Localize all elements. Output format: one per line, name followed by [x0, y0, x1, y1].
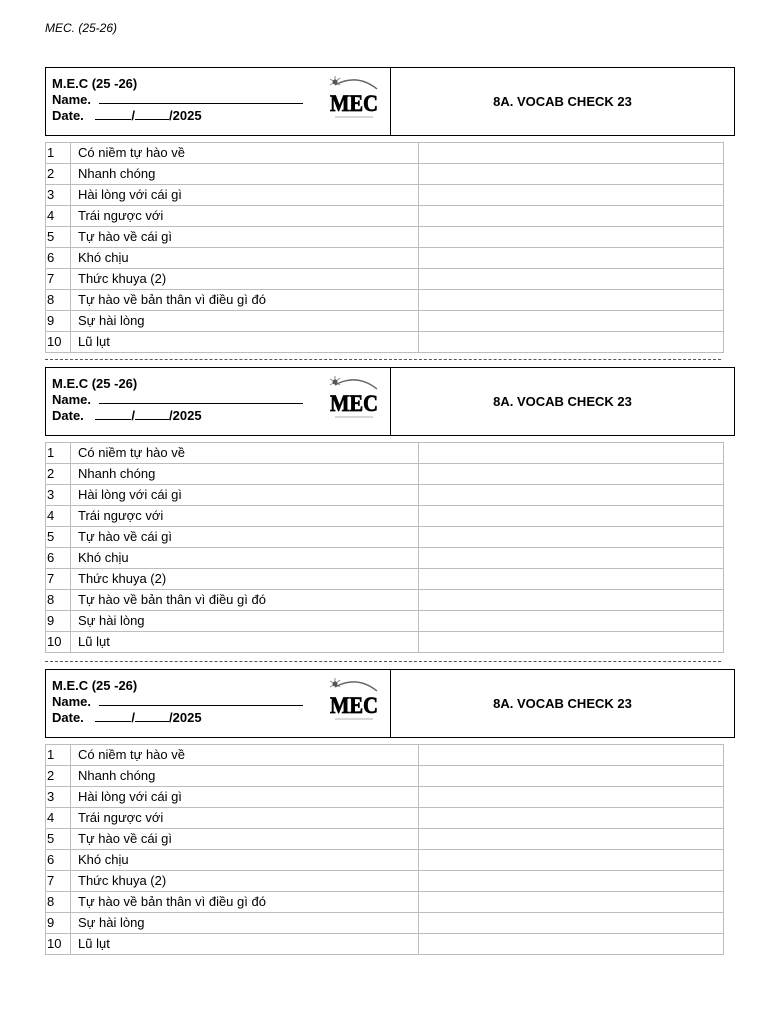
mec-logo — [327, 675, 381, 723]
answer-cell[interactable] — [419, 934, 724, 955]
vietnamese-term: Sự hài lòng — [71, 611, 419, 632]
row-number: 7 — [46, 269, 71, 290]
worksheet-title: 8A. VOCAB CHECK 23 — [493, 696, 632, 711]
vietnamese-term: Sự hài lòng — [71, 913, 419, 934]
vietnamese-term: Trái ngược với — [71, 506, 419, 527]
row-number: 10 — [46, 934, 71, 955]
vocab-row — [46, 934, 724, 955]
vietnamese-term: Hài lòng với cái gì — [71, 185, 419, 206]
svg-text:MEC: MEC — [330, 693, 378, 718]
row-number: 1 — [46, 745, 71, 766]
student-info — [46, 368, 391, 435]
row-number: 9 — [46, 311, 71, 332]
vocab-row — [46, 569, 724, 590]
student-info — [46, 670, 391, 737]
day-blank — [95, 408, 131, 420]
answer-cell[interactable] — [419, 485, 724, 506]
vietnamese-term: Thức khuya (2) — [71, 569, 419, 590]
vocab-row — [46, 227, 724, 248]
name-line — [52, 694, 303, 710]
answer-cell[interactable] — [419, 164, 724, 185]
vietnamese-term: Nhanh chóng — [71, 464, 419, 485]
answer-cell[interactable] — [419, 143, 724, 164]
answer-cell[interactable] — [419, 248, 724, 269]
vocab-table — [45, 744, 724, 955]
worksheet-title: 8A. VOCAB CHECK 23 — [493, 94, 632, 109]
answer-cell[interactable] — [419, 850, 724, 871]
vietnamese-term: Tự hào về cái gì — [71, 829, 419, 850]
answer-cell[interactable] — [419, 443, 724, 464]
answer-cell[interactable] — [419, 913, 724, 934]
row-number: 3 — [46, 485, 71, 506]
row-number: 5 — [46, 527, 71, 548]
mec-logo — [327, 373, 381, 421]
date-label: Date. — [52, 710, 84, 725]
vocab-row — [46, 464, 724, 485]
cut-line — [45, 359, 721, 360]
vocab-row — [46, 632, 724, 653]
date-year: /2025 — [169, 108, 202, 123]
day-blank — [95, 710, 131, 722]
row-number: 2 — [46, 464, 71, 485]
row-number: 4 — [46, 808, 71, 829]
vietnamese-term: Lũ lụt — [71, 332, 419, 353]
answer-cell[interactable] — [419, 269, 724, 290]
answer-cell[interactable] — [419, 590, 724, 611]
answer-cell[interactable] — [419, 311, 724, 332]
answer-cell[interactable] — [419, 464, 724, 485]
answer-cell[interactable] — [419, 227, 724, 248]
answer-cell[interactable] — [419, 611, 724, 632]
date-line — [52, 408, 303, 424]
row-number: 8 — [46, 892, 71, 913]
row-number: 6 — [46, 548, 71, 569]
vietnamese-term: Nhanh chóng — [71, 766, 419, 787]
row-number: 5 — [46, 829, 71, 850]
answer-cell[interactable] — [419, 206, 724, 227]
vocab-row — [46, 871, 724, 892]
date-separator: / — [131, 408, 136, 423]
vietnamese-term: Tự hào về cái gì — [71, 527, 419, 548]
row-number: 1 — [46, 443, 71, 464]
vietnamese-term: Sự hài lòng — [71, 311, 419, 332]
answer-cell[interactable] — [419, 548, 724, 569]
vocab-row — [46, 548, 724, 569]
worksheet-header — [45, 669, 735, 738]
date-year: /2025 — [169, 408, 202, 423]
answer-cell[interactable] — [419, 766, 724, 787]
row-number: 2 — [46, 766, 71, 787]
vocab-row — [46, 892, 724, 913]
vocab-row — [46, 269, 724, 290]
vocab-table — [45, 442, 724, 653]
svg-text:MEC: MEC — [330, 391, 378, 416]
vocab-row — [46, 787, 724, 808]
vietnamese-term: Thức khuya (2) — [71, 871, 419, 892]
cut-line — [45, 661, 721, 662]
vocab-row — [46, 485, 724, 506]
vietnamese-term: Khó chịu — [71, 248, 419, 269]
row-number: 6 — [46, 248, 71, 269]
vocab-row — [46, 143, 724, 164]
date-separator: / — [131, 108, 136, 123]
org-line: M.E.C (25 -26) — [52, 376, 138, 391]
page-header: MEC. (25-26) — [45, 21, 118, 35]
vietnamese-term: Tự hào về bản thân vì điều gì đó — [71, 590, 419, 611]
row-number: 9 — [46, 611, 71, 632]
answer-cell[interactable] — [419, 290, 724, 311]
answer-cell[interactable] — [419, 892, 724, 913]
org-line: M.E.C (25 -26) — [52, 76, 138, 91]
row-number: 3 — [46, 787, 71, 808]
row-number: 2 — [46, 164, 71, 185]
vocab-row — [46, 206, 724, 227]
student-info — [46, 68, 391, 135]
vocab-row — [46, 290, 724, 311]
vocab-row — [46, 248, 724, 269]
row-number: 5 — [46, 227, 71, 248]
answer-cell[interactable] — [419, 569, 724, 590]
date-line — [52, 710, 303, 726]
name-line — [52, 392, 303, 408]
vocab-row — [46, 829, 724, 850]
vocab-row — [46, 913, 724, 934]
vietnamese-term: Trái ngược với — [71, 206, 419, 227]
worksheet-title: 8A. VOCAB CHECK 23 — [493, 394, 632, 409]
mec-logo — [327, 73, 381, 121]
vietnamese-term: Hài lòng với cái gì — [71, 485, 419, 506]
vocab-row — [46, 766, 724, 787]
vocab-row — [46, 527, 724, 548]
date-label: Date. — [52, 408, 84, 423]
answer-cell[interactable] — [419, 185, 724, 206]
answer-cell[interactable] — [419, 871, 724, 892]
vietnamese-term: Trái ngược với — [71, 808, 419, 829]
vietnamese-term: Lũ lụt — [71, 934, 419, 955]
vietnamese-term: Hài lòng với cái gì — [71, 787, 419, 808]
name-blank — [99, 392, 303, 404]
vocab-table — [45, 142, 724, 353]
answer-cell[interactable] — [419, 632, 724, 653]
day-blank — [95, 108, 131, 120]
row-number: 7 — [46, 871, 71, 892]
row-number: 4 — [46, 206, 71, 227]
row-number: 3 — [46, 185, 71, 206]
row-number: 1 — [46, 143, 71, 164]
row-number: 6 — [46, 850, 71, 871]
name-label: Name. — [52, 694, 92, 709]
month-blank — [135, 108, 169, 120]
org-line: M.E.C (25 -26) — [52, 678, 138, 693]
worksheet-header — [45, 67, 735, 136]
month-blank — [135, 408, 169, 420]
vietnamese-term: Tự hào về bản thân vì điều gì đó — [71, 290, 419, 311]
answer-cell[interactable] — [419, 745, 724, 766]
vietnamese-term: Tự hào về bản thân vì điều gì đó — [71, 892, 419, 913]
vocab-row — [46, 164, 724, 185]
date-line — [52, 108, 303, 124]
name-line — [52, 92, 303, 108]
row-number: 8 — [46, 590, 71, 611]
date-year: /2025 — [169, 710, 202, 725]
worksheet-header — [45, 367, 735, 436]
vietnamese-term: Tự hào về cái gì — [71, 227, 419, 248]
answer-cell[interactable] — [419, 527, 724, 548]
answer-cell[interactable] — [419, 829, 724, 850]
vocab-row — [46, 808, 724, 829]
vietnamese-term: Thức khuya (2) — [71, 269, 419, 290]
vocab-row — [46, 311, 724, 332]
vocab-row — [46, 185, 724, 206]
date-separator: / — [131, 710, 136, 725]
vietnamese-term: Có niềm tự hào về — [71, 443, 419, 464]
month-blank — [135, 710, 169, 722]
date-label: Date. — [52, 108, 84, 123]
name-blank — [99, 694, 303, 706]
row-number: 9 — [46, 913, 71, 934]
row-number: 10 — [46, 332, 71, 353]
svg-text:MEC: MEC — [330, 91, 378, 116]
row-number: 7 — [46, 569, 71, 590]
vocab-row — [46, 443, 724, 464]
answer-cell[interactable] — [419, 787, 724, 808]
vietnamese-term: Khó chịu — [71, 850, 419, 871]
name-label: Name. — [52, 392, 92, 407]
vietnamese-term: Khó chịu — [71, 548, 419, 569]
answer-cell[interactable] — [419, 808, 724, 829]
vietnamese-term: Có niềm tự hào về — [71, 745, 419, 766]
vocab-row — [46, 745, 724, 766]
vocab-row — [46, 611, 724, 632]
name-label: Name. — [52, 92, 92, 107]
vocab-row — [46, 506, 724, 527]
vocab-row — [46, 850, 724, 871]
vietnamese-term: Lũ lụt — [71, 632, 419, 653]
answer-cell[interactable] — [419, 332, 724, 353]
row-number: 10 — [46, 632, 71, 653]
row-number: 8 — [46, 290, 71, 311]
row-number: 4 — [46, 506, 71, 527]
vietnamese-term: Nhanh chóng — [71, 164, 419, 185]
vietnamese-term: Có niềm tự hào về — [71, 143, 419, 164]
name-blank — [99, 92, 303, 104]
vocab-row — [46, 332, 724, 353]
answer-cell[interactable] — [419, 506, 724, 527]
vocab-row — [46, 590, 724, 611]
